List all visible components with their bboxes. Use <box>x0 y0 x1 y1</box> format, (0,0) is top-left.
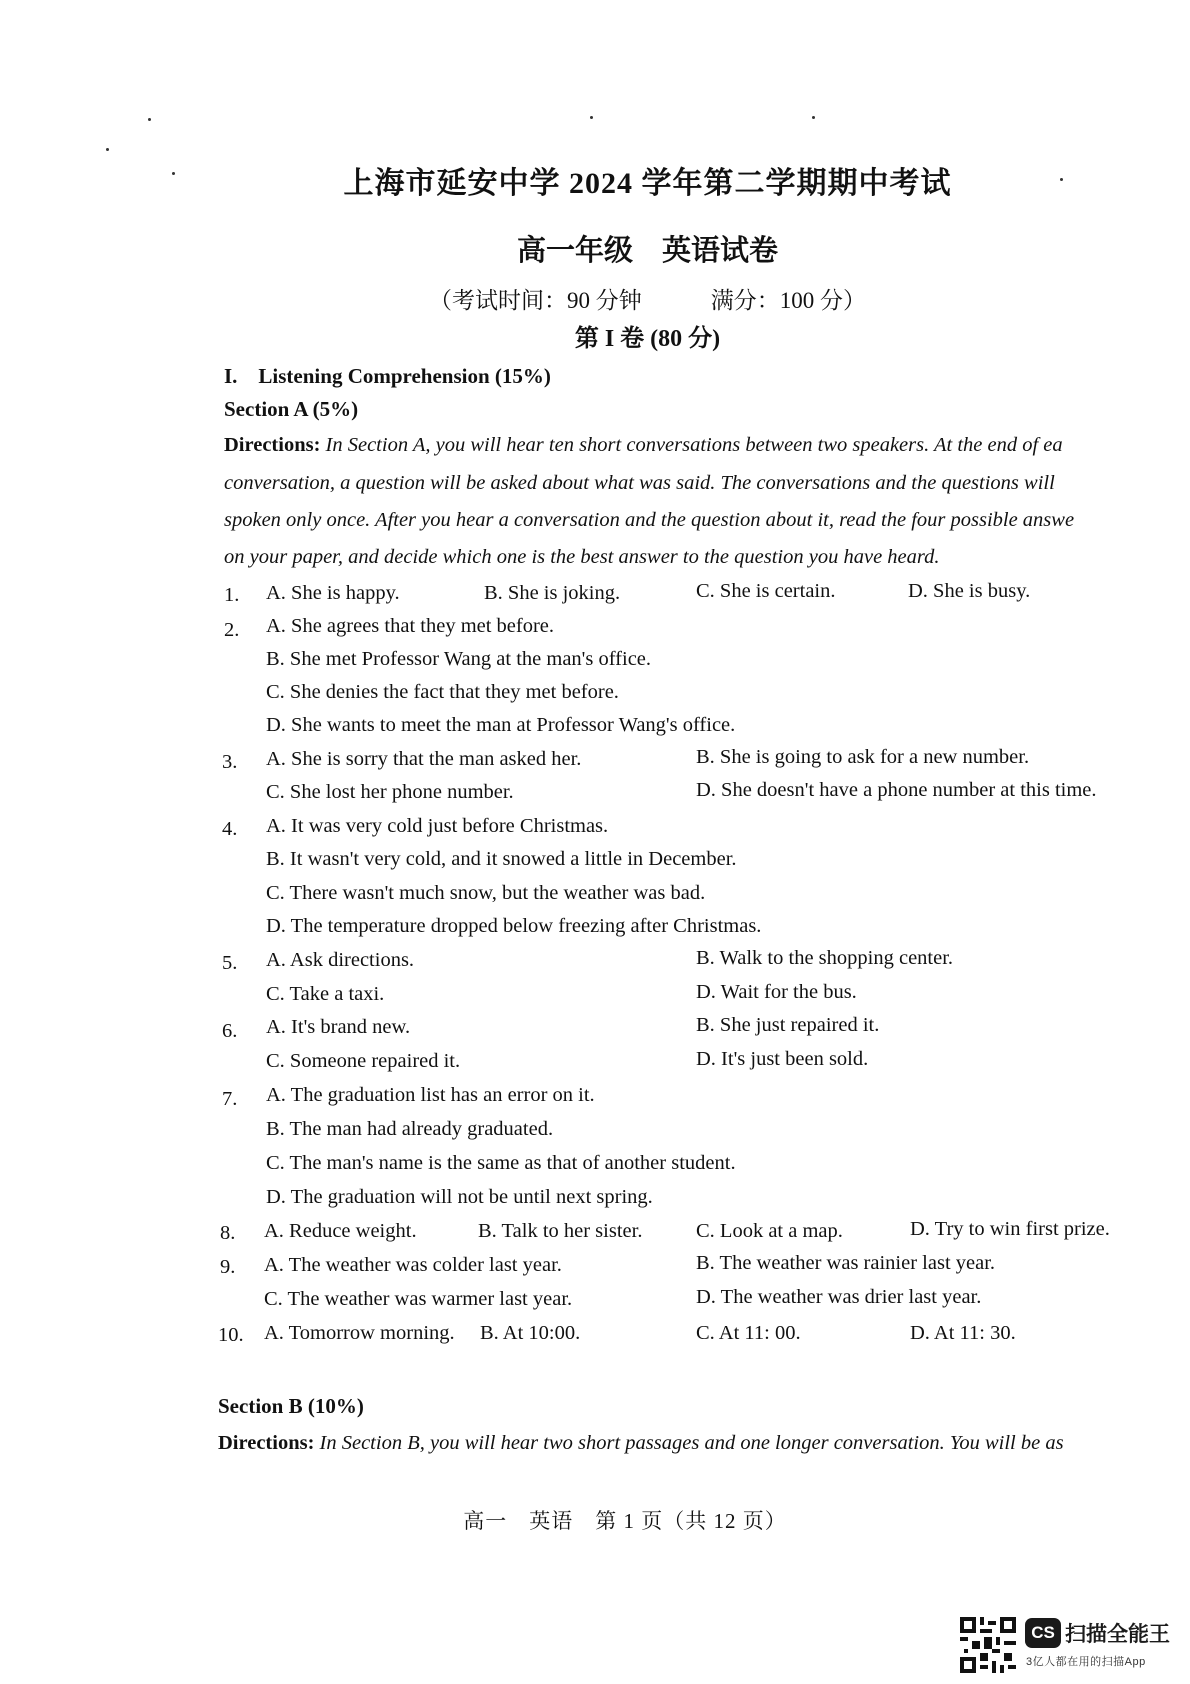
option-c: C. Look at a map. <box>696 1220 843 1242</box>
option-a: A. Reduce weight. <box>264 1220 417 1242</box>
option-d: D. The weather was drier last year. <box>696 1286 982 1308</box>
directions-text: In Section B, you will hear two short passages and one longer conversation. You will be as <box>319 1432 1064 1454</box>
option-c: C. She is certain. <box>696 580 836 602</box>
option-a: A. It was very cold just before Christmas. <box>266 815 609 837</box>
scan-speck <box>106 148 109 151</box>
camscanner-app-name: 扫描全能王 <box>1065 1623 1170 1646</box>
directions-text: spoken only once. After you hear a conversation and the question about it, read the four possible answe <box>224 509 1075 531</box>
option-b: B. It wasn't very cold, and it snowed a little in December. <box>266 848 737 870</box>
option-a: A. The weather was colder last year. <box>264 1254 562 1276</box>
question-number: 7. <box>222 1088 238 1110</box>
option-a: A. She agrees that they met before. <box>266 615 555 637</box>
option-d: D. At 11: 30. <box>910 1322 1016 1344</box>
option-b: B. At 10:00. <box>480 1322 581 1344</box>
option-d: D. The temperature dropped below freezing after Christmas. <box>266 915 762 937</box>
question-number: 2. <box>224 619 240 641</box>
option-d: D. She is busy. <box>908 580 1031 602</box>
section-b-directions-line <box>218 1432 1136 1455</box>
option-c: C. She lost her phone number. <box>266 781 514 803</box>
option-c: C. The weather was warmer last year. <box>264 1288 573 1310</box>
option-d: D. Wait for the bus. <box>696 981 857 1003</box>
section-a-directions-line <box>224 509 1136 532</box>
directions-label: Directions: <box>218 1432 315 1454</box>
option-b: B. Walk to the shopping center. <box>696 947 954 969</box>
option-c: C. She denies the fact that they met before. <box>266 681 619 703</box>
option-b: B. She just repaired it. <box>696 1014 880 1036</box>
option-d: D. She wants to meet the man at Professor Wang's office. <box>266 714 736 736</box>
option-d: D. It's just been sold. <box>696 1048 869 1070</box>
exam-subtitle: 高一年级 英语试卷 <box>516 235 778 267</box>
exam-info: （考试时间：90 分钟 满分：100 分） <box>429 288 866 313</box>
option-b: B. The man had already graduated. <box>266 1118 554 1140</box>
option-c: C. Take a taxi. <box>266 983 385 1005</box>
option-b: B. Talk to her sister. <box>478 1220 643 1242</box>
qr-code-icon <box>960 1617 1016 1673</box>
page-footer: 高一 英语 第 1 页（共 12 页） <box>463 1509 787 1533</box>
section-a-directions-line <box>224 546 1136 569</box>
option-c: C. The man's name is the same as that of another student. <box>266 1152 736 1174</box>
scan-speck <box>812 116 815 119</box>
option-d: D. The graduation will not be until next spring. <box>266 1186 653 1208</box>
option-c: C. Someone repaired it. <box>266 1050 461 1072</box>
question-number: 3. <box>222 751 238 773</box>
exam-title: 上海市延安中学 2024 学年第二学期期中考试 <box>343 167 952 200</box>
directions-text: In Section A, you will hear ten short conversations between two speakers. At the end of ea <box>325 434 1063 456</box>
section-b-heading: Section B (10%) <box>218 1394 364 1418</box>
scan-speck <box>148 118 151 121</box>
option-a: A. She is happy. <box>266 582 400 604</box>
option-a: A. The graduation list has an error on it. <box>266 1084 595 1106</box>
scan-speck <box>590 116 593 119</box>
camscanner-tagline: 3亿人都在用的扫描App <box>1026 1656 1146 1668</box>
question-number: 10. <box>218 1324 244 1346</box>
question-number: 1. <box>224 584 240 606</box>
option-a: A. She is sorry that the man asked her. <box>266 748 582 770</box>
option-b: B. She is going to ask for a new number. <box>696 746 1030 768</box>
section-a-heading: Section A (5%) <box>224 397 359 421</box>
question-number: 6. <box>222 1020 238 1042</box>
option-d: D. She doesn't have a phone number at this time. <box>696 779 1097 801</box>
question-number: 9. <box>220 1256 236 1278</box>
option-a: A. It's brand new. <box>266 1016 411 1038</box>
section-a-directions-line <box>224 434 1136 457</box>
part-heading: I. Listening Comprehension (15%) <box>224 364 551 388</box>
option-a: A. Tomorrow morning. <box>264 1322 455 1344</box>
question-number: 4. <box>222 818 238 840</box>
option-b: B. She met Professor Wang at the man's office. <box>266 648 652 670</box>
option-a: A. Ask directions. <box>266 949 415 971</box>
option-b: B. She is joking. <box>484 582 621 604</box>
section-a-directions-line <box>224 472 1136 495</box>
option-b: B. The weather was rainier last year. <box>696 1252 996 1274</box>
directions-label: Directions: <box>224 434 321 456</box>
volume-heading: 第 I 卷 (80 分) <box>574 326 721 352</box>
option-d: D. Try to win first prize. <box>910 1218 1110 1240</box>
question-number: 5. <box>222 952 238 974</box>
option-c: C. At 11: 00. <box>696 1322 801 1344</box>
question-number: 8. <box>220 1222 236 1244</box>
camscanner-logo: CS <box>1025 1618 1061 1648</box>
option-c: C. There wasn't much snow, but the weather was bad. <box>266 882 706 904</box>
directions-text: on your paper, and decide which one is the best answer to the question you have heard. <box>224 546 940 568</box>
directions-text: conversation, a question will be asked about what was said. The conversations and the questions will <box>224 472 1055 494</box>
